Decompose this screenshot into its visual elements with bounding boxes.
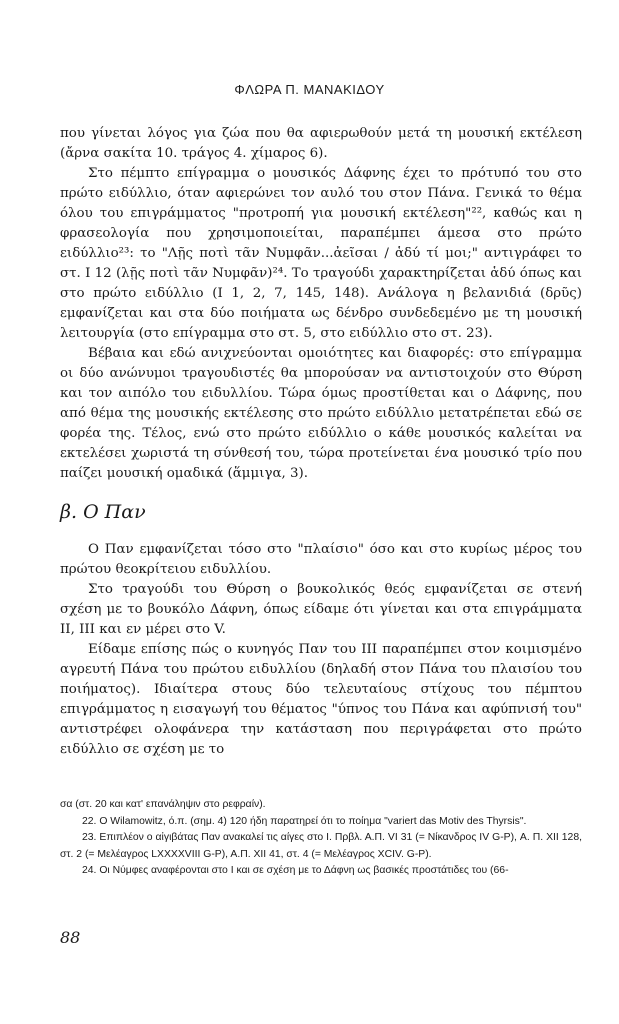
page-number: 88	[60, 928, 81, 947]
section-heading: β. Ο Παν	[60, 501, 146, 523]
footnote-23: 23. Επιπλέον ο αἰγιβάτας Παν ανακαλεί τις αίγες στο Ι. Πρβλ. Α.Π. VI 31 (= Νίκανδρος IV G-P), Α. Π. ΧΙΙ 128, στ. 2 (= Μελέαγρος LXXXXVIII G-P), Α.Π. ΧΙΙ 41, στ. 4 (= Μελέαγρος XCIV. G-P).	[60, 832, 582, 860]
paragraph: Είδαμε επίσης πώς ο κυνηγός Παν του ΙΙΙ παραπέμπει στον κοιμισμένο αγρευτή Πάνα του πρώτου ειδυλλίου (δηλαδή στον Πάνα του πλαισίου του ποιήματος). Ιδιαίτερα στους δύο τελευταίους στίχους του πέμπτου επιγράμματος η εισαγωγή του θέματος "ύπνος του Πάνα και αφύπνισή του" αντιστρέφει ολοφάνερα την κατάσταση που περιγράφεται στο πρώτο ειδύλλιο σε σχέση με το	[60, 642, 582, 757]
footnotes	[60, 797, 582, 880]
paragraph: Ο Παν εμφανίζεται τόσο στο "πλαίσιο" όσο και στο κυρίως μέρος του πρώτου θεοκρίτειου ειδυλλίου.	[60, 542, 582, 577]
paragraph: Στο πέμπτο επίγραμμα ο μουσικός Δάφνης έχει το πρότυπό του στο πρώτο ειδύλλιο, όταν αφιερώνει τον αυλό του στον Πάνα. Γενικά το θέμα όλου του επιγράμματος "προτροπή για μουσική εκτέλεση"²², καθώς και η φρασεολογία που χρησιμοποιείται, παραπέμπει άμεσα στο πρώτο ειδύλλιο²³: το "Λῇς ποτὶ τᾶν Νυμφᾶν...ἀεῖσαι / ἁδύ τί μοι;" αντιγράφει το στ. Ι 12 (λῇς ποτὶ τᾶν Νυμφᾶν)²⁴. Το τραγούδι χαρακτηρίζεται ἁδύ όπως και στο πρώτο ειδύλλιο (Ι 1, 2, 7, 145, 148). Ανάλογα η βελανιδιά (δρῦς) εμφανίζεται και στα δύο ποιήματα ως δένδρο συνδεδεμένο με τη μουσική λειτουργία (στο επίγραμμα στο στ. 5, στο ειδύλλιο στο στ. 23).	[60, 166, 582, 341]
main-text	[60, 124, 582, 760]
paragraph: που γίνεται λόγος για ζώα που θα αφιερωθούν μετά τη μουσική εκτέλεση (ἄρνα σακίτα 10. τράγος 4. χίμαρος 6).	[60, 126, 582, 161]
footnote-24: 24. Οι Νύμφες αναφέρονται στο Ι και σε σχέση με το Δάφνη ως βασικές προστάτιδες του (66-	[82, 865, 509, 876]
paragraph: Στο τραγούδι του Θύρση ο βουκολικός θεός εμφανίζεται σε στενή σχέση με το βουκόλο Δάφνη, όπως είδαμε ότι γίνεται και στα επιγράμματα ΙΙ, ΙΙΙ και εν μέρει στο V.	[60, 582, 582, 637]
footnote-continuation: σα (στ. 20 και κατ' επανάληψιν στο ρεφραίν).	[60, 799, 266, 810]
paragraph: Βέβαια και εδώ ανιχνεύονται ομοιότητες και διαφορές: στο επίγραμμα οι δύο ανώνυμοι τραγουδιστές θα μπορούσαν να αντιστοιχούν στο Θύρση και τον αιπόλο του ειδυλλίου. Τώρα όμως προστίθεται και ο Δάφνης, που από θέμα της μουσικής εκτέλεσης στο πρώτο ειδύλλιο μετατρέπεται εδώ σε φορέα της. Τέλος, ενώ στο πρώτο ειδύλλιο ο κάθε μουσικός καλείται να εκτελέσει χωριστά τη σύνθεσή του, τώρα προτείνεται ένα μουσικό τρίο που παίζει μουσική ομαδικά (ἅμμιγα, 3).	[60, 346, 582, 481]
footnote-22: 22. Ο Wilamowitz, ό.π. (σημ. 4) 120 ήδη παρατηρεί ότι το ποίημα "variert das Motiv des Thyrsis".	[82, 815, 527, 827]
running-header: ΦΛΩΡΑ Π. ΜΑΝΑΚΙΔΟΥ	[234, 82, 385, 97]
